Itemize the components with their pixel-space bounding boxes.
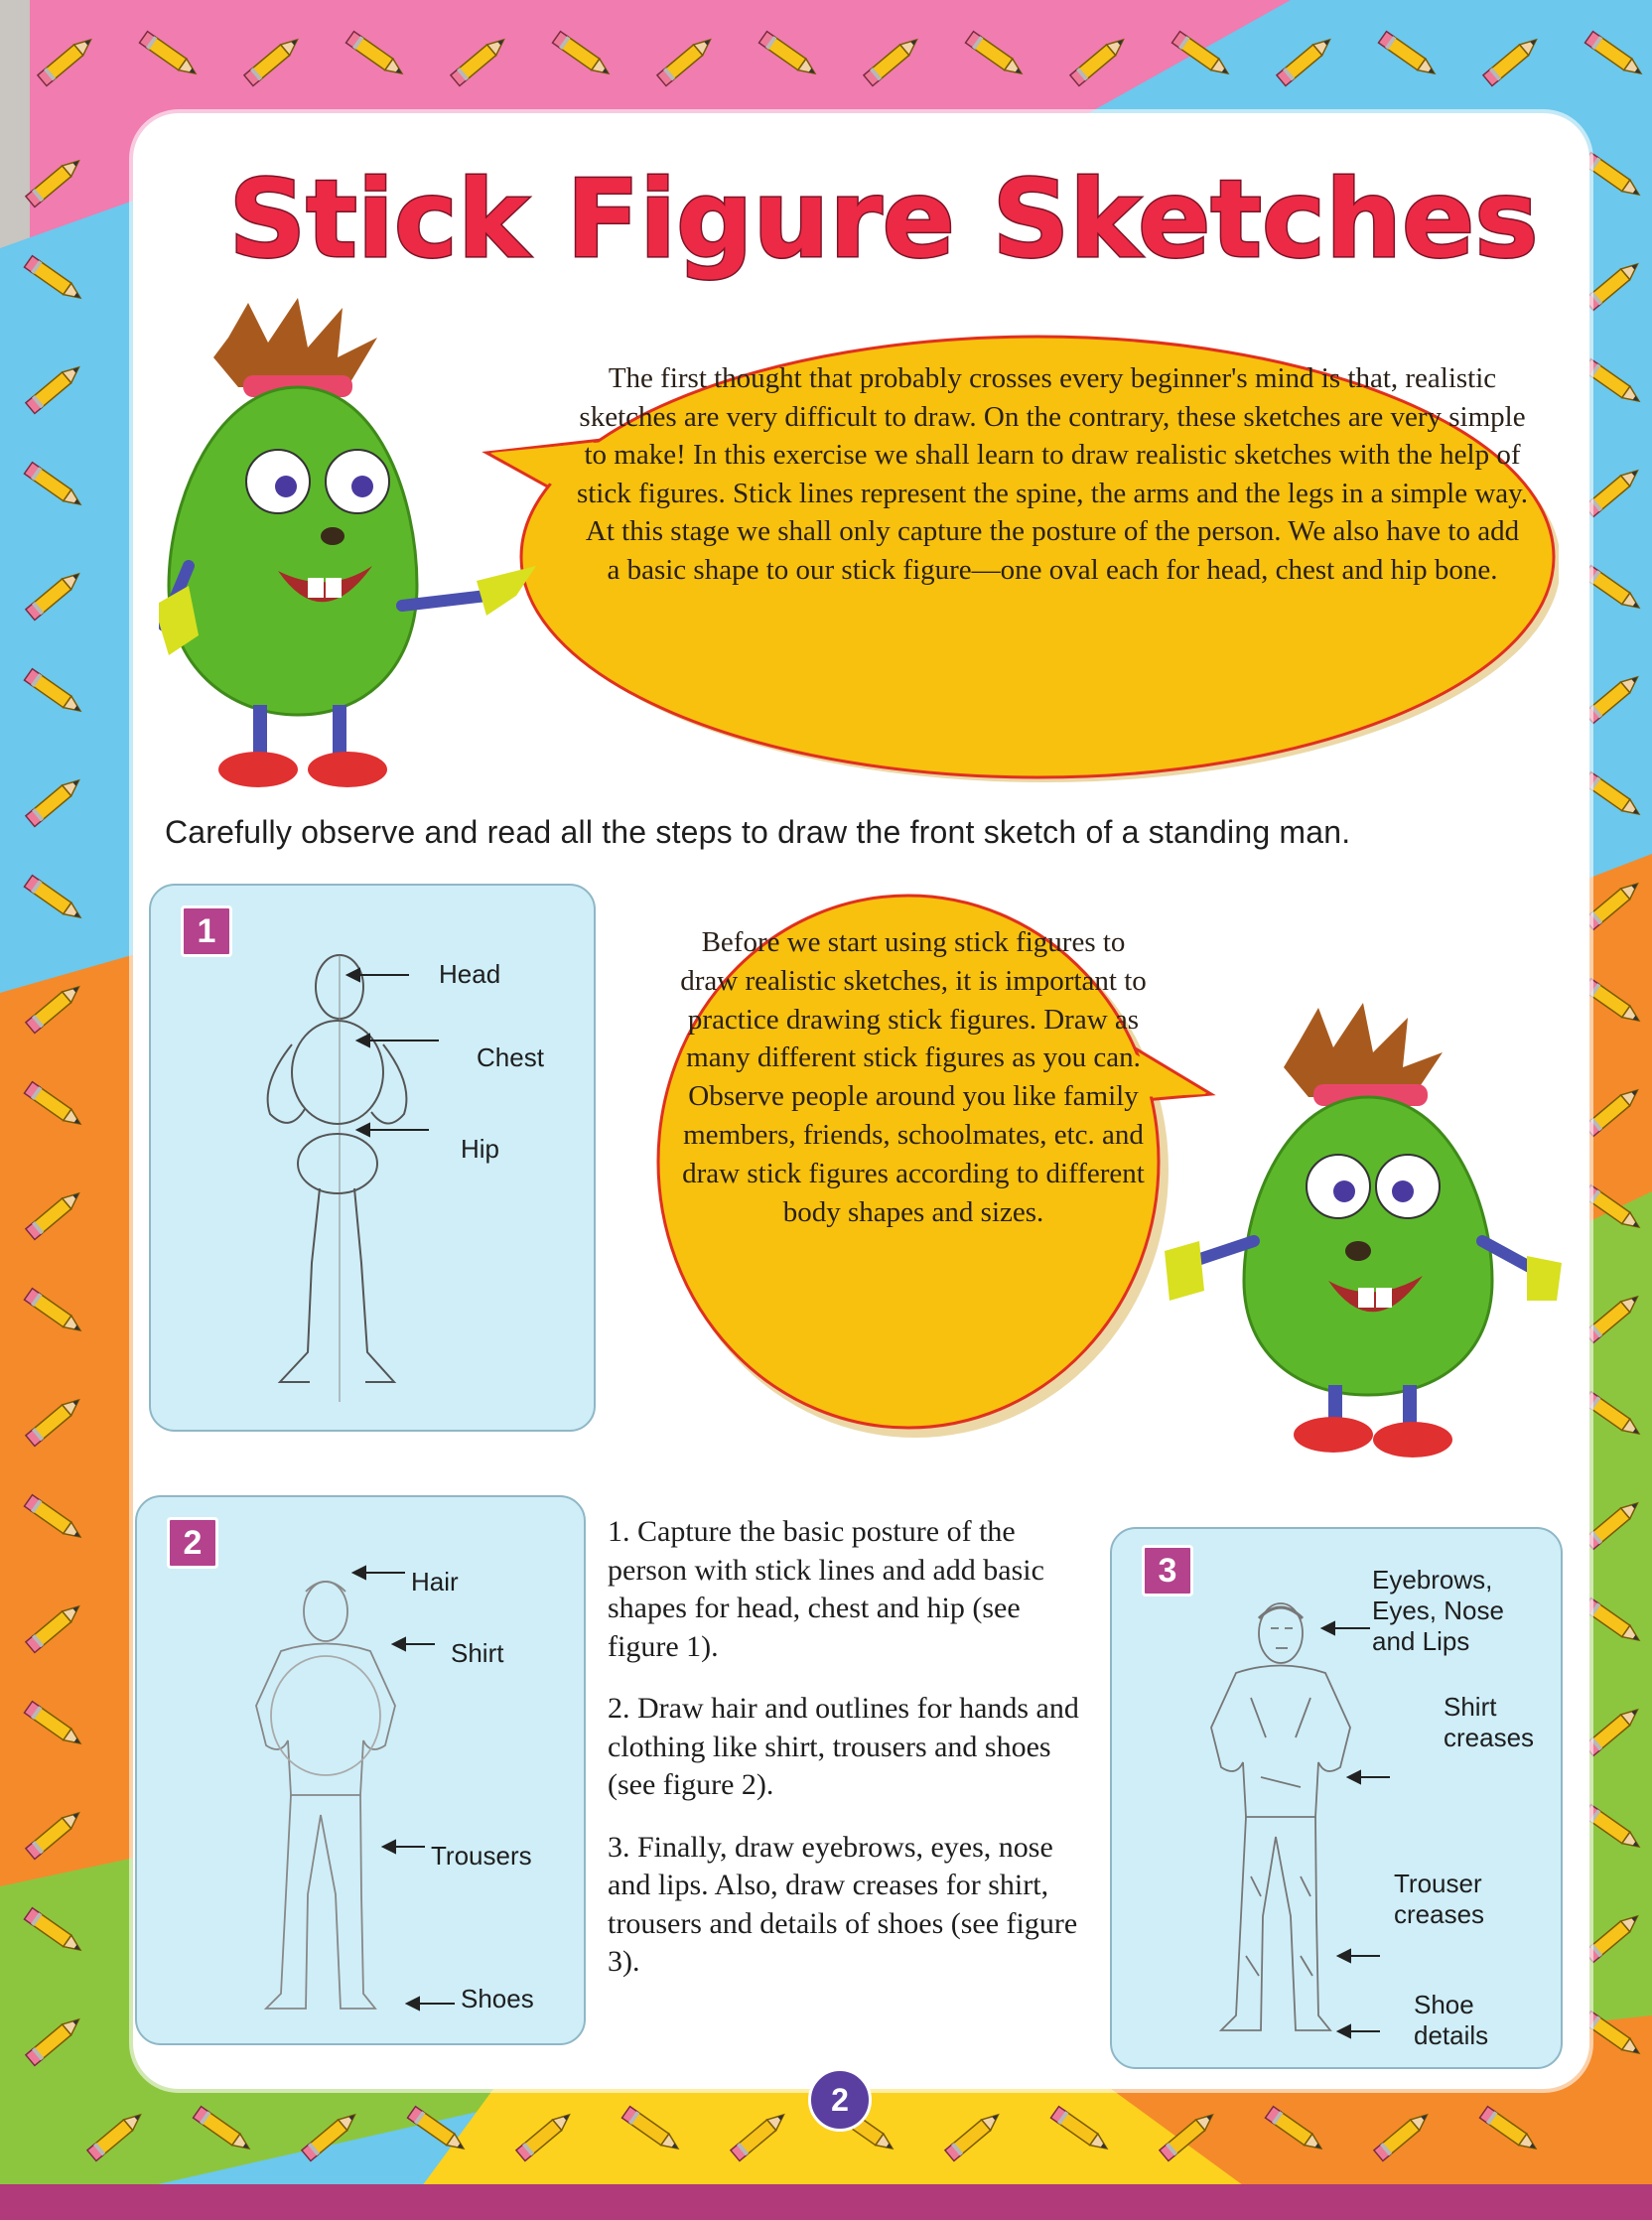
figure-3-box bbox=[1110, 1527, 1563, 2069]
step-item: 2. Draw hair and outlines for hands and clothing like shirt, trousers and shoes (see figure 2). bbox=[608, 1692, 1079, 1801]
tip-paragraph: Before we start using stick figures to draw realistic sketches, it is important to practice drawing stick figures. Draw as many different stick figures as you can. Observe people around you like family members, friends, schoolmates, etc. and draw stick figures according to different body shapes and sizes. bbox=[680, 926, 1147, 1228]
page-number: 2 bbox=[808, 2068, 872, 2132]
page-title-text: Stick Figure Sketches bbox=[228, 158, 1539, 282]
label-chest: Chest bbox=[477, 1042, 544, 1072]
cartoon-mascot bbox=[1160, 1003, 1567, 1459]
label-shirt: Shirt bbox=[451, 1638, 504, 1668]
instruction-text: Carefully observe and read all the steps to draw the front sketch of a standing man. bbox=[165, 814, 1351, 850]
figure-1-box bbox=[149, 884, 596, 1432]
fig1-arrows bbox=[330, 965, 469, 1144]
cartoon-mascot bbox=[159, 298, 546, 794]
steps-list bbox=[608, 1513, 1094, 2006]
label-face-details: Eyebrows, Eyes, Nose and Lips bbox=[1372, 1565, 1504, 1656]
figure-2-box bbox=[135, 1495, 586, 2045]
label-trousers: Trousers bbox=[431, 1841, 532, 1871]
label-shoe-details: Shoe details bbox=[1414, 1990, 1489, 2050]
intro-paragraph: The first thought that probably crosses every beginner's mind is that, realistic sketches are very difficult to draw. On the contrary, these sketches are very simple to make! In this exercise we shall learn to draw realistic sketches with the help of stick figures. Stick lines represent the spine, the arms and the legs in a simple way. At this stage we shall only capture the posture of the person. We also have to add a basic shape to our stick figure—one oval each for head, chest and hip bone. bbox=[576, 362, 1529, 586]
label-shirt-creases: Shirt creases bbox=[1444, 1692, 1535, 1752]
label-head: Head bbox=[439, 959, 501, 989]
step-item: 1. Capture the basic posture of the person with stick lines and add basic shapes for head, chest and hip (see figure 1). bbox=[608, 1515, 1044, 1663]
label-trouser-creases: Trouser creases bbox=[1394, 1869, 1485, 1929]
fig3-arrows bbox=[1310, 1589, 1400, 2045]
figure-3-number: 3 bbox=[1142, 1545, 1193, 1596]
label-hip: Hip bbox=[461, 1134, 500, 1164]
label-shoes: Shoes bbox=[461, 1984, 534, 2013]
figure-2-number: 2 bbox=[167, 1517, 218, 1569]
step-item: 3. Finally, draw eyebrows, eyes, nose and lips. Also, draw creases for shirt, trousers and details of shoes (see figure 3). bbox=[608, 1830, 1078, 1978]
label-hair: Hair bbox=[411, 1567, 459, 1596]
figure-1-number: 1 bbox=[181, 905, 232, 957]
page-title bbox=[189, 147, 1579, 296]
